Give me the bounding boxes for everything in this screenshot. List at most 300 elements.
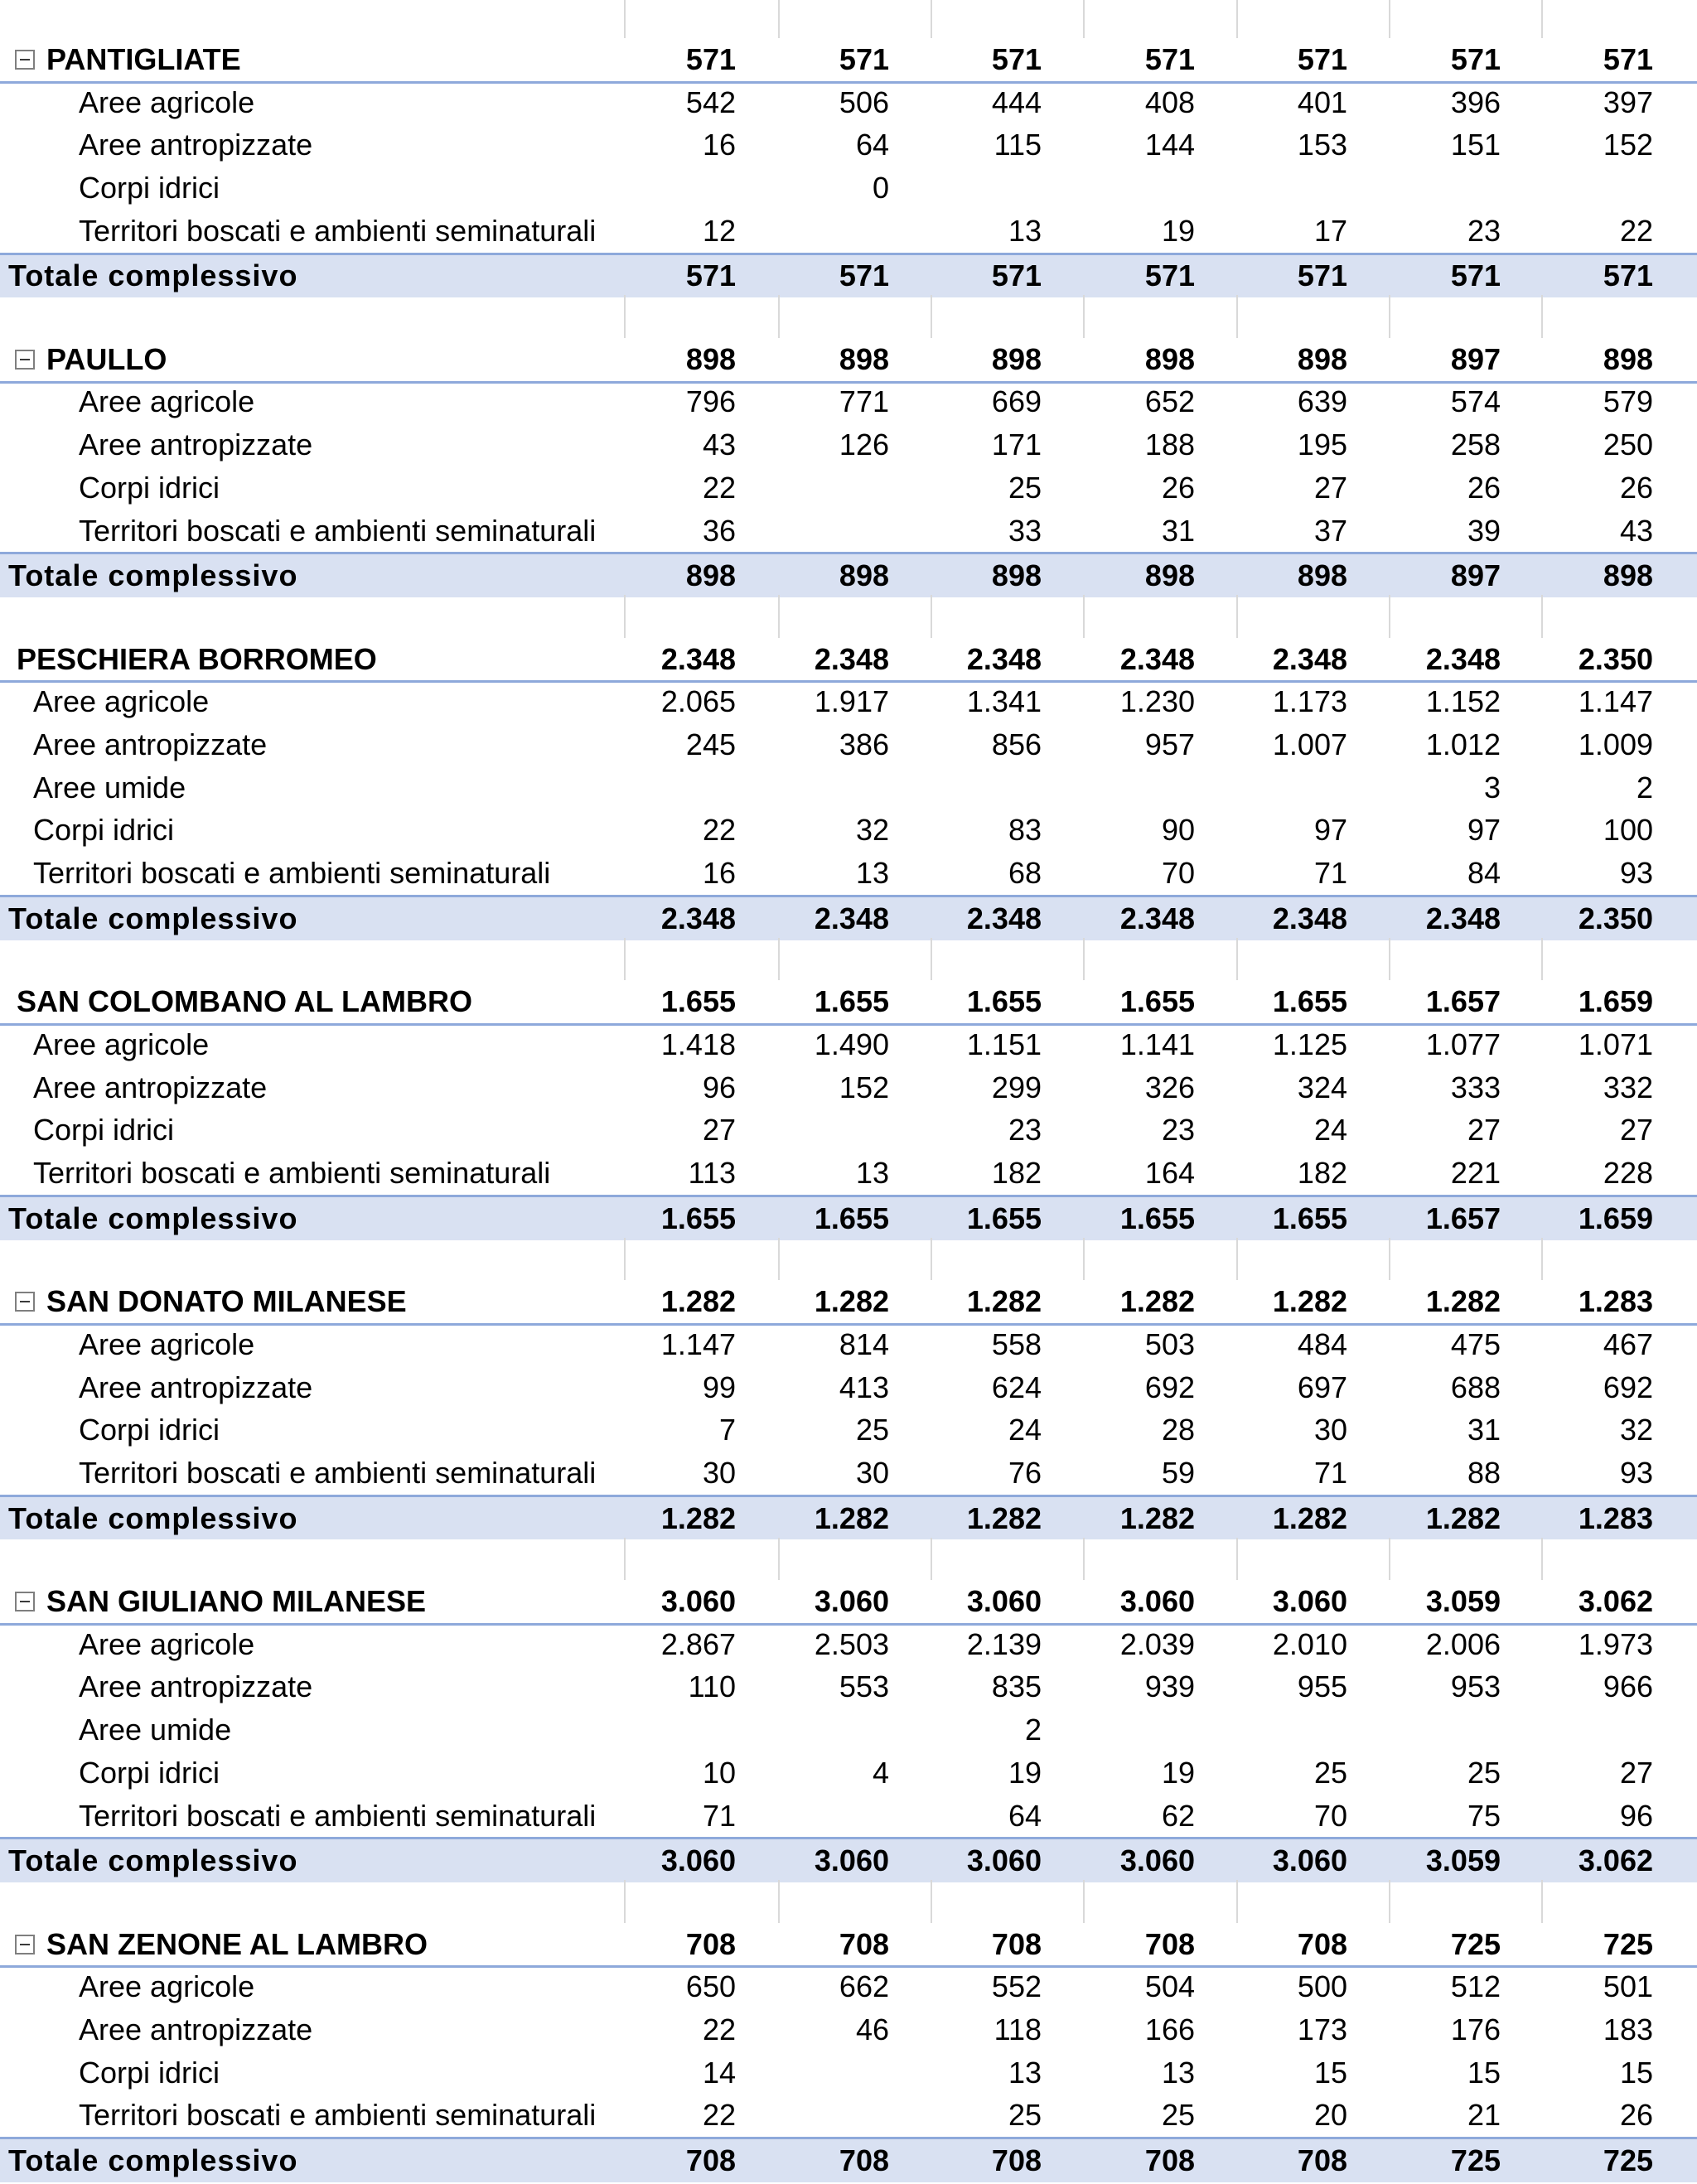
total-row[interactable]: [0, 1195, 1697, 1240]
value-cell[interactable]: 3.060: [966, 1843, 1042, 1878]
value-cell[interactable]: 17: [1313, 213, 1347, 248]
group-header-row[interactable]: [0, 38, 1697, 84]
value-cell[interactable]: 27: [1313, 470, 1347, 505]
value-cell[interactable]: 708: [1144, 2143, 1195, 2178]
value-cell[interactable]: 36: [702, 513, 736, 548]
value-cell[interactable]: 2.348: [1272, 901, 1347, 935]
value-cell[interactable]: 144: [1144, 128, 1195, 162]
value-cell[interactable]: 571: [839, 41, 889, 76]
value-cell[interactable]: 835: [991, 1669, 1042, 1704]
total-row[interactable]: [0, 1837, 1697, 1882]
value-cell[interactable]: 333: [1450, 1070, 1501, 1104]
value-cell[interactable]: 1.230: [1119, 684, 1195, 719]
value-cell[interactable]: [603, 1708, 736, 1752]
value-cell[interactable]: [1368, 1708, 1501, 1752]
value-cell[interactable]: 13: [1008, 2055, 1042, 2090]
value-cell[interactable]: 43: [702, 428, 736, 462]
value-cell[interactable]: 1.282: [1272, 1500, 1347, 1535]
value-cell[interactable]: 1.490: [814, 1027, 889, 1061]
table-row[interactable]: [0, 1023, 1697, 1066]
group-name[interactable]: [15, 1923, 428, 1966]
table-row[interactable]: [0, 210, 1697, 253]
value-cell[interactable]: 1.657: [1425, 984, 1501, 1019]
value-cell[interactable]: 13: [1008, 213, 1042, 248]
value-cell[interactable]: 1.655: [814, 1201, 889, 1235]
group-header-row[interactable]: [0, 980, 1697, 1026]
value-cell[interactable]: [757, 466, 889, 510]
value-cell[interactable]: 1.282: [1119, 1500, 1195, 1535]
value-cell[interactable]: 2.348: [1119, 901, 1195, 935]
value-cell[interactable]: 2.348: [966, 641, 1042, 676]
value-cell[interactable]: [757, 2051, 889, 2095]
group-header-row[interactable]: [0, 1580, 1697, 1626]
value-cell[interactable]: 444: [991, 85, 1042, 119]
value-cell[interactable]: 16: [702, 128, 736, 162]
value-cell[interactable]: 26: [1619, 2098, 1653, 2133]
table-row[interactable]: [0, 1152, 1697, 1195]
value-cell[interactable]: 1.077: [1425, 1027, 1501, 1061]
value-cell[interactable]: 898: [1603, 558, 1653, 593]
value-cell[interactable]: 1.012: [1425, 727, 1501, 762]
value-cell[interactable]: 13: [855, 856, 889, 891]
value-cell[interactable]: 503: [1144, 1326, 1195, 1361]
value-cell[interactable]: 1.917: [814, 684, 889, 719]
value-cell[interactable]: [757, 210, 889, 253]
value-cell[interactable]: 955: [1297, 1669, 1347, 1704]
value-cell[interactable]: [757, 1109, 889, 1152]
group-name[interactable]: [17, 638, 377, 681]
value-cell[interactable]: 2.039: [1119, 1626, 1195, 1661]
table-row[interactable]: [0, 1408, 1697, 1452]
value-cell[interactable]: 96: [1619, 1798, 1653, 1833]
value-cell[interactable]: 176: [1450, 2012, 1501, 2047]
value-cell[interactable]: 3: [1483, 770, 1501, 805]
value-cell[interactable]: 25: [1008, 470, 1042, 505]
value-cell[interactable]: 574: [1450, 384, 1501, 419]
group-header-row[interactable]: [0, 338, 1697, 384]
value-cell[interactable]: 1.655: [814, 984, 889, 1019]
value-cell[interactable]: 2.348: [1425, 901, 1501, 935]
value-cell[interactable]: 20: [1313, 2098, 1347, 2133]
value-cell[interactable]: 118: [994, 2012, 1042, 2047]
value-cell[interactable]: 26: [1619, 470, 1653, 505]
value-cell[interactable]: 771: [839, 384, 889, 419]
value-cell[interactable]: 1.007: [1272, 727, 1347, 762]
table-row[interactable]: [0, 2095, 1697, 2138]
value-cell[interactable]: 24: [1313, 1113, 1347, 1148]
value-cell[interactable]: 1.282: [1425, 1500, 1501, 1535]
value-cell[interactable]: 692: [1144, 1370, 1195, 1404]
value-cell[interactable]: 26: [1161, 470, 1195, 505]
value-cell[interactable]: 152: [839, 1070, 889, 1104]
value-cell[interactable]: 3.059: [1425, 1584, 1501, 1619]
value-cell[interactable]: 1.341: [966, 684, 1042, 719]
value-cell[interactable]: 2.348: [660, 901, 736, 935]
value-cell[interactable]: 30: [1313, 1413, 1347, 1447]
value-cell[interactable]: 1.125: [1272, 1027, 1347, 1061]
value-cell[interactable]: 898: [1297, 558, 1347, 593]
value-cell[interactable]: 1.282: [1119, 1284, 1195, 1319]
value-cell[interactable]: 25: [1313, 1755, 1347, 1790]
value-cell[interactable]: 2: [1024, 1713, 1042, 1747]
value-cell[interactable]: [1215, 766, 1347, 809]
value-cell[interactable]: 7: [718, 1413, 736, 1447]
group-name[interactable]: [15, 338, 167, 381]
value-cell[interactable]: 13: [855, 1156, 889, 1191]
value-cell[interactable]: 166: [1144, 2012, 1195, 2047]
value-cell[interactable]: 3.060: [660, 1843, 736, 1878]
value-cell[interactable]: 12: [702, 213, 736, 248]
value-cell[interactable]: 1.659: [1578, 1201, 1653, 1235]
value-cell[interactable]: 1.141: [1119, 1027, 1195, 1061]
value-cell[interactable]: 571: [1450, 41, 1501, 76]
value-cell[interactable]: 2.348: [1272, 641, 1347, 676]
value-cell[interactable]: 22: [702, 2012, 736, 2047]
value-cell[interactable]: 332: [1603, 1070, 1653, 1104]
value-cell[interactable]: 188: [1144, 428, 1195, 462]
value-cell[interactable]: 688: [1450, 1370, 1501, 1404]
value-cell[interactable]: 28: [1161, 1413, 1195, 1447]
table-row[interactable]: [0, 1066, 1697, 1109]
value-cell[interactable]: 152: [1603, 128, 1653, 162]
value-cell[interactable]: 96: [702, 1070, 736, 1104]
value-cell[interactable]: 571: [1450, 259, 1501, 293]
value-cell[interactable]: 76: [1008, 1455, 1042, 1490]
value-cell[interactable]: 173: [1297, 2012, 1347, 2047]
value-cell[interactable]: 708: [839, 2143, 889, 2178]
value-cell[interactable]: 1.282: [814, 1284, 889, 1319]
value-cell[interactable]: 25: [1161, 2098, 1195, 2133]
value-cell[interactable]: 23: [1467, 213, 1501, 248]
value-cell[interactable]: 725: [1603, 2143, 1653, 2178]
value-cell[interactable]: 708: [1297, 2143, 1347, 2178]
value-cell[interactable]: 30: [702, 1455, 736, 1490]
value-cell[interactable]: [757, 2095, 889, 2138]
value-cell[interactable]: [1521, 1708, 1653, 1752]
value-cell[interactable]: 100: [1603, 813, 1653, 848]
value-cell[interactable]: 1.655: [966, 1201, 1042, 1235]
value-cell[interactable]: 70: [1313, 1798, 1347, 1833]
value-cell[interactable]: 898: [1144, 341, 1195, 376]
value-cell[interactable]: 2.348: [1425, 641, 1501, 676]
value-cell[interactable]: 0: [872, 170, 889, 205]
value-cell[interactable]: 650: [685, 1969, 736, 2004]
total-row[interactable]: [0, 1495, 1697, 1540]
value-cell[interactable]: 898: [685, 341, 736, 376]
value-cell[interactable]: 164: [1144, 1156, 1195, 1191]
value-cell[interactable]: 1.655: [1119, 984, 1195, 1019]
value-cell[interactable]: 2.139: [966, 1626, 1042, 1661]
value-cell[interactable]: 31: [1467, 1413, 1501, 1447]
value-cell[interactable]: 558: [991, 1326, 1042, 1361]
value-cell[interactable]: 27: [1619, 1755, 1653, 1790]
value-cell[interactable]: [1521, 167, 1653, 210]
value-cell[interactable]: 2.348: [814, 641, 889, 676]
value-cell[interactable]: 14: [702, 2055, 736, 2090]
value-cell[interactable]: 71: [702, 1798, 736, 1833]
value-cell[interactable]: 1.655: [966, 984, 1042, 1019]
value-cell[interactable]: 571: [1603, 41, 1653, 76]
table-row[interactable]: [0, 123, 1697, 167]
value-cell[interactable]: 22: [702, 2098, 736, 2133]
value-cell[interactable]: 1.282: [660, 1284, 736, 1319]
value-cell[interactable]: 796: [685, 384, 736, 419]
value-cell[interactable]: 171: [991, 428, 1042, 462]
table-row[interactable]: [0, 423, 1697, 466]
value-cell[interactable]: [909, 766, 1042, 809]
value-cell[interactable]: 64: [855, 128, 889, 162]
value-cell[interactable]: [757, 510, 889, 553]
value-cell[interactable]: 898: [1603, 341, 1653, 376]
value-cell[interactable]: 1.173: [1272, 684, 1347, 719]
value-cell[interactable]: 228: [1603, 1156, 1653, 1191]
table-row[interactable]: [0, 1323, 1697, 1366]
value-cell[interactable]: 3.060: [814, 1843, 889, 1878]
value-cell[interactable]: [757, 766, 889, 809]
value-cell[interactable]: 25: [1008, 2098, 1042, 2133]
value-cell[interactable]: 22: [702, 470, 736, 505]
value-cell[interactable]: 30: [855, 1455, 889, 1490]
value-cell[interactable]: 97: [1313, 813, 1347, 848]
group-name[interactable]: [15, 1280, 407, 1323]
value-cell[interactable]: 2.348: [1119, 641, 1195, 676]
value-cell[interactable]: 324: [1297, 1070, 1347, 1104]
value-cell[interactable]: 3.059: [1425, 1843, 1501, 1878]
value-cell[interactable]: 68: [1008, 856, 1042, 891]
value-cell[interactable]: 708: [1297, 1926, 1347, 1961]
value-cell[interactable]: 3.060: [1119, 1843, 1195, 1878]
value-cell[interactable]: 3.060: [1272, 1584, 1347, 1619]
value-cell[interactable]: 506: [839, 85, 889, 119]
value-cell[interactable]: 27: [702, 1113, 736, 1148]
value-cell[interactable]: 88: [1467, 1455, 1501, 1490]
value-cell[interactable]: 22: [702, 813, 736, 848]
value-cell[interactable]: 484: [1297, 1326, 1347, 1361]
value-cell[interactable]: 669: [991, 384, 1042, 419]
value-cell[interactable]: 1.009: [1578, 727, 1653, 762]
table-row[interactable]: [0, 381, 1697, 424]
total-row[interactable]: [0, 552, 1697, 597]
value-cell[interactable]: [1062, 766, 1195, 809]
value-cell[interactable]: 2.348: [814, 901, 889, 935]
value-cell[interactable]: 250: [1603, 428, 1653, 462]
value-cell[interactable]: 3.060: [660, 1584, 736, 1619]
value-cell[interactable]: 396: [1450, 85, 1501, 119]
value-cell[interactable]: 856: [991, 727, 1042, 762]
value-cell[interactable]: 898: [839, 341, 889, 376]
value-cell[interactable]: 386: [839, 727, 889, 762]
value-cell[interactable]: 571: [685, 259, 736, 293]
value-cell[interactable]: 33: [1008, 513, 1042, 548]
value-cell[interactable]: 898: [991, 558, 1042, 593]
value-cell[interactable]: 953: [1450, 1669, 1501, 1704]
collapse-toggle-icon[interactable]: [15, 350, 35, 370]
value-cell[interactable]: 1.282: [966, 1284, 1042, 1319]
value-cell[interactable]: 43: [1619, 513, 1653, 548]
value-cell[interactable]: 571: [685, 41, 736, 76]
group-header-row[interactable]: [0, 1923, 1697, 1969]
value-cell[interactable]: 258: [1450, 428, 1501, 462]
collapse-toggle-icon[interactable]: [15, 1292, 35, 1312]
value-cell[interactable]: 897: [1450, 558, 1501, 593]
value-cell[interactable]: 4: [872, 1755, 889, 1790]
value-cell[interactable]: 2.348: [966, 901, 1042, 935]
value-cell[interactable]: 326: [1144, 1070, 1195, 1104]
value-cell[interactable]: 467: [1603, 1326, 1653, 1361]
value-cell[interactable]: 3.060: [1119, 1584, 1195, 1619]
value-cell[interactable]: 571: [1297, 41, 1347, 76]
table-row[interactable]: [0, 1452, 1697, 1495]
value-cell[interactable]: 1.151: [966, 1027, 1042, 1061]
value-cell[interactable]: 113: [688, 1156, 736, 1191]
collapse-toggle-icon[interactable]: [15, 1592, 35, 1611]
value-cell[interactable]: [603, 167, 736, 210]
value-cell[interactable]: 939: [1144, 1669, 1195, 1704]
value-cell[interactable]: 408: [1144, 85, 1195, 119]
value-cell[interactable]: 652: [1144, 384, 1195, 419]
table-row[interactable]: [0, 2051, 1697, 2095]
value-cell[interactable]: 898: [685, 558, 736, 593]
value-cell[interactable]: 23: [1008, 1113, 1042, 1148]
table-row[interactable]: [0, 81, 1697, 124]
value-cell[interactable]: 99: [702, 1370, 736, 1404]
value-cell[interactable]: 115: [994, 128, 1042, 162]
value-cell[interactable]: 898: [839, 558, 889, 593]
value-cell[interactable]: 16: [702, 856, 736, 891]
value-cell[interactable]: 552: [991, 1969, 1042, 2004]
value-cell[interactable]: 183: [1603, 2012, 1653, 2047]
value-cell[interactable]: 725: [1450, 2143, 1501, 2178]
value-cell[interactable]: 59: [1161, 1455, 1195, 1490]
value-cell[interactable]: 93: [1619, 856, 1653, 891]
table-row[interactable]: [0, 1666, 1697, 1709]
value-cell[interactable]: 22: [1619, 213, 1653, 248]
total-row[interactable]: [0, 895, 1697, 940]
value-cell[interactable]: 1.152: [1425, 684, 1501, 719]
value-cell[interactable]: 500: [1297, 1969, 1347, 2004]
value-cell[interactable]: 401: [1297, 85, 1347, 119]
table-row[interactable]: [0, 1366, 1697, 1409]
value-cell[interactable]: 31: [1161, 513, 1195, 548]
value-cell[interactable]: 10: [702, 1755, 736, 1790]
value-cell[interactable]: 1.655: [660, 1201, 736, 1235]
value-cell[interactable]: 19: [1161, 213, 1195, 248]
value-cell[interactable]: 475: [1450, 1326, 1501, 1361]
table-row[interactable]: [0, 2008, 1697, 2051]
value-cell[interactable]: 2.010: [1272, 1626, 1347, 1661]
table-row[interactable]: [0, 723, 1697, 766]
collapse-toggle-icon[interactable]: [15, 1935, 35, 1954]
value-cell[interactable]: 2.350: [1578, 901, 1653, 935]
total-row[interactable]: [0, 2137, 1697, 2182]
table-row[interactable]: [0, 1752, 1697, 1795]
value-cell[interactable]: 182: [991, 1156, 1042, 1191]
value-cell[interactable]: 126: [839, 428, 889, 462]
value-cell[interactable]: 1.282: [1272, 1284, 1347, 1319]
value-cell[interactable]: 571: [1297, 259, 1347, 293]
value-cell[interactable]: 153: [1297, 128, 1347, 162]
value-cell[interactable]: 662: [839, 1969, 889, 2004]
value-cell[interactable]: 39: [1467, 513, 1501, 548]
value-cell[interactable]: 13: [1161, 2055, 1195, 2090]
value-cell[interactable]: 397: [1603, 85, 1653, 119]
table-row[interactable]: [0, 1623, 1697, 1666]
value-cell[interactable]: 21: [1467, 2098, 1501, 2133]
total-row[interactable]: [0, 253, 1697, 298]
value-cell[interactable]: 15: [1313, 2055, 1347, 2090]
value-cell[interactable]: 1.657: [1425, 1201, 1501, 1235]
group-name[interactable]: [15, 38, 241, 81]
value-cell[interactable]: 1.283: [1578, 1500, 1653, 1535]
group-name[interactable]: [15, 1580, 426, 1623]
value-cell[interactable]: 1.655: [660, 984, 736, 1019]
value-cell[interactable]: 32: [855, 813, 889, 848]
value-cell[interactable]: 23: [1161, 1113, 1195, 1148]
value-cell[interactable]: 1.655: [1119, 1201, 1195, 1235]
value-cell[interactable]: 2.348: [660, 641, 736, 676]
value-cell[interactable]: 71: [1313, 1455, 1347, 1490]
value-cell[interactable]: 542: [685, 85, 736, 119]
value-cell[interactable]: 2.350: [1578, 641, 1653, 676]
value-cell[interactable]: 84: [1467, 856, 1501, 891]
value-cell[interactable]: 571: [1144, 259, 1195, 293]
table-row[interactable]: [0, 466, 1697, 510]
table-row[interactable]: [0, 1708, 1697, 1752]
value-cell[interactable]: 571: [1144, 41, 1195, 76]
value-cell[interactable]: 37: [1313, 513, 1347, 548]
value-cell[interactable]: 25: [1467, 1755, 1501, 1790]
value-cell[interactable]: 708: [839, 1926, 889, 1961]
value-cell[interactable]: 708: [685, 2143, 736, 2178]
table-row[interactable]: [0, 852, 1697, 895]
value-cell[interactable]: 512: [1450, 1969, 1501, 2004]
value-cell[interactable]: 1.147: [660, 1326, 736, 1361]
value-cell[interactable]: 221: [1450, 1156, 1501, 1191]
value-cell[interactable]: 27: [1619, 1113, 1653, 1148]
value-cell[interactable]: [1215, 167, 1347, 210]
value-cell[interactable]: 15: [1619, 2055, 1653, 2090]
value-cell[interactable]: 64: [1008, 1798, 1042, 1833]
value-cell[interactable]: 1.418: [660, 1027, 736, 1061]
value-cell[interactable]: [1368, 167, 1501, 210]
group-header-row[interactable]: [0, 1280, 1697, 1326]
value-cell[interactable]: 1.655: [1272, 984, 1347, 1019]
value-cell[interactable]: 1.071: [1578, 1027, 1653, 1061]
value-cell[interactable]: 2.065: [660, 684, 736, 719]
value-cell[interactable]: 708: [991, 1926, 1042, 1961]
value-cell[interactable]: 19: [1161, 1755, 1195, 1790]
group-name[interactable]: [17, 980, 472, 1023]
value-cell[interactable]: 26: [1467, 470, 1501, 505]
value-cell[interactable]: 3.060: [814, 1584, 889, 1619]
value-cell[interactable]: 1.283: [1578, 1284, 1653, 1319]
value-cell[interactable]: 70: [1161, 856, 1195, 891]
value-cell[interactable]: 3.062: [1578, 1584, 1653, 1619]
value-cell[interactable]: 90: [1161, 813, 1195, 848]
table-row[interactable]: [0, 809, 1697, 853]
collapse-toggle-icon[interactable]: [15, 50, 35, 70]
value-cell[interactable]: 571: [991, 41, 1042, 76]
value-cell[interactable]: 966: [1603, 1669, 1653, 1704]
value-cell[interactable]: 504: [1144, 1969, 1195, 2004]
value-cell[interactable]: 1.973: [1578, 1626, 1653, 1661]
value-cell[interactable]: 3.060: [1272, 1843, 1347, 1878]
value-cell[interactable]: 898: [1297, 341, 1347, 376]
value-cell[interactable]: 897: [1450, 341, 1501, 376]
value-cell[interactable]: 97: [1467, 813, 1501, 848]
value-cell[interactable]: 195: [1297, 428, 1347, 462]
group-header-row[interactable]: [0, 638, 1697, 684]
